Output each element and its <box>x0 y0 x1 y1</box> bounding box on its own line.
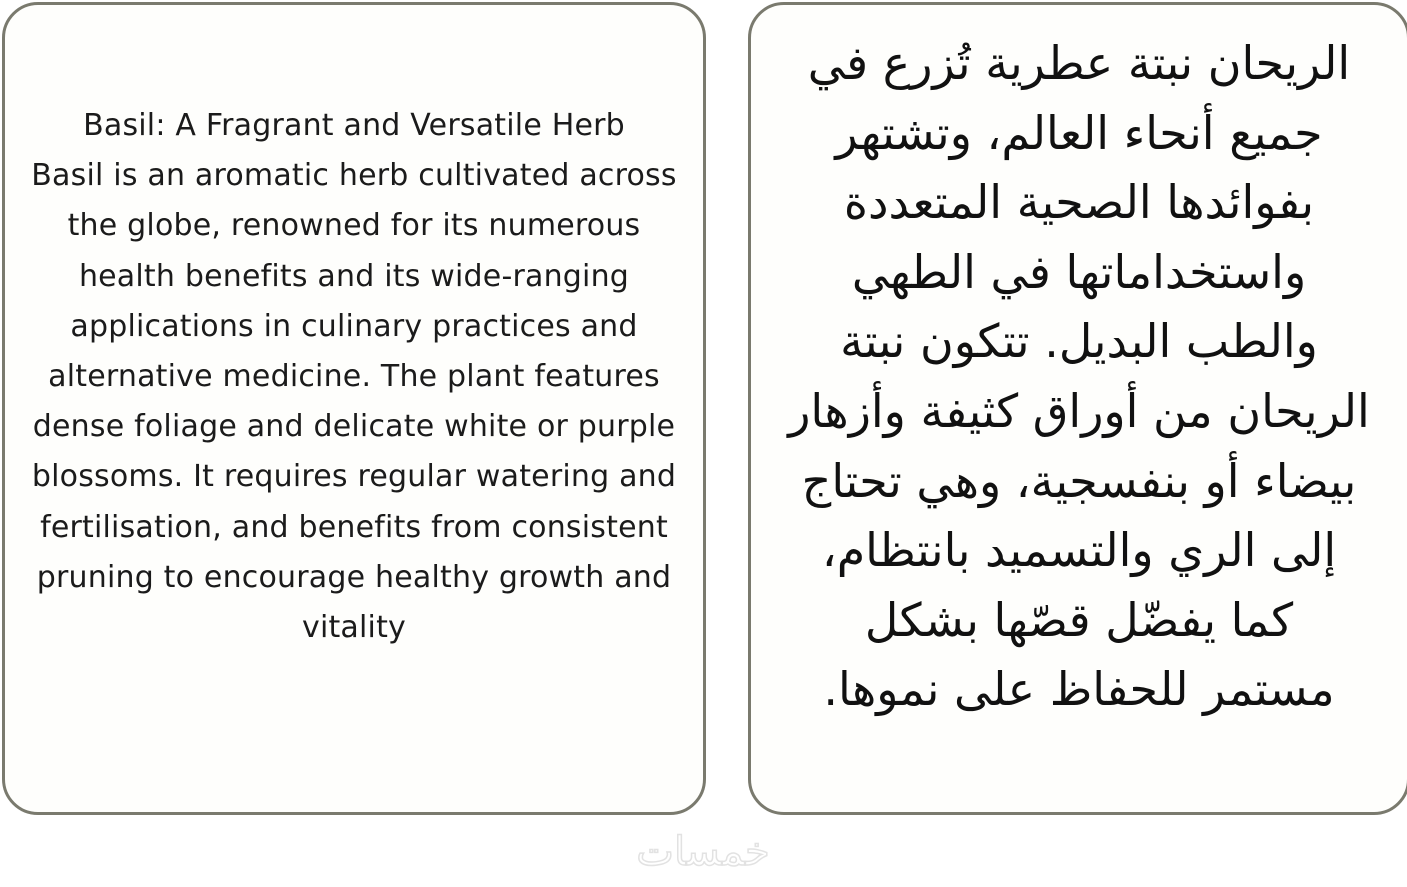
english-line: applications in culinary practices and <box>70 308 638 344</box>
arabic-line: بفوائدها الصحية المتعددة <box>843 175 1315 230</box>
english-line: health benefits and its wide-ranging <box>78 258 630 294</box>
arabic-paragraph <box>765 29 1393 725</box>
english-line: blossoms. It requires regular watering and <box>31 459 677 495</box>
arabic-line: والطب البديل. تتكون نبتة <box>840 314 1318 369</box>
english-line: vitality <box>301 610 407 646</box>
english-text-card <box>2 2 706 815</box>
english-title: Basil: A Fragrant and Versatile Herb <box>83 108 625 143</box>
english-line: fertilisation, and benefits from consistent <box>40 509 668 545</box>
arabic-text-card <box>748 2 1407 815</box>
arabic-line: مستمر للحفاظ على نموها. <box>823 662 1335 717</box>
english-line: Basil is an aromatic herb cultivated across <box>31 158 677 194</box>
arabic-line: جميع أنحاء العالم، وتشتهر <box>835 105 1323 160</box>
english-line: pruning to encourage healthy growth and <box>36 559 672 595</box>
arabic-line: إلى الري والتسميد بانتظام، <box>821 523 1337 578</box>
english-paragraph <box>19 101 689 653</box>
english-line: alternative medicine. The plant features <box>48 359 660 395</box>
khamsat-watermark: خمسات <box>636 829 770 875</box>
english-line: dense foliage and delicate white or purple <box>32 409 676 445</box>
english-line: the globe, renowned for its numerous <box>67 208 641 244</box>
arabic-line: بيضاء أو بنفسجية، وهي تحتاج <box>801 453 1357 508</box>
arabic-line: الريحان من أوراق كثيفة وأزهار <box>788 383 1370 438</box>
arabic-line: واستخداماتها في الطهي <box>851 244 1307 299</box>
arabic-line: كما يفضّل قصّها بشكل <box>864 592 1294 647</box>
arabic-line: الريحان نبتة عطرية تُزرع في <box>807 36 1351 90</box>
